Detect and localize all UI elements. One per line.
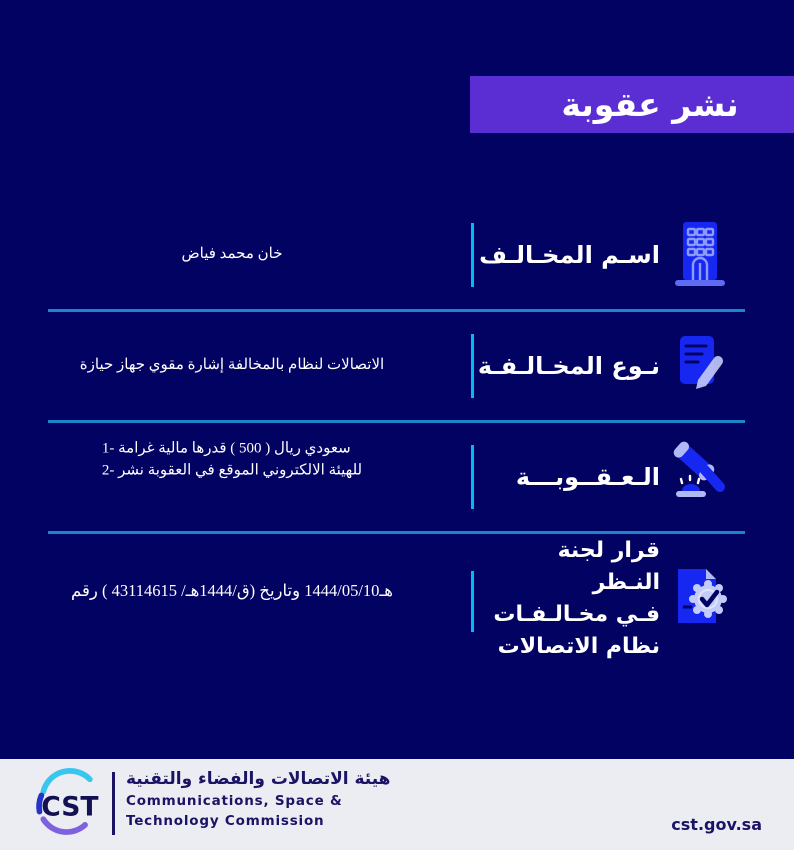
row-committee-decision bbox=[0, 540, 794, 658]
org-name-english: Communications, Space & Technology Commission bbox=[126, 793, 343, 829]
value-violation-type: حيازة جهاز مقوي إشارة بالمخالفة لنظام الاتصالات bbox=[79, 357, 385, 374]
row-violation-type bbox=[0, 316, 794, 416]
stamped-document-icon bbox=[668, 561, 732, 637]
row-divider bbox=[48, 309, 745, 312]
row-divider bbox=[48, 420, 745, 423]
org-name-block bbox=[126, 769, 390, 831]
banner-title: نشر عقوبة bbox=[561, 85, 739, 124]
value-penalty bbox=[20, 438, 444, 482]
cst-logo-text: CST bbox=[41, 791, 99, 823]
row-violator-name bbox=[0, 205, 794, 305]
penalty-line-1: 1- غرامة مالية قدرها ( 500 ) ريال سعودي bbox=[101, 440, 351, 457]
cyan-accent-line bbox=[471, 223, 474, 287]
row-divider bbox=[48, 531, 745, 534]
org-name-arabic: هيئة الاتصالات والفضاء والتقنية bbox=[126, 769, 391, 789]
gavel-icon bbox=[668, 439, 732, 515]
building-icon bbox=[668, 217, 732, 293]
banner-publish-penalty bbox=[470, 76, 794, 133]
footer bbox=[0, 759, 794, 850]
logo-separator bbox=[112, 772, 115, 835]
cst-logo bbox=[30, 766, 106, 846]
website-url: cst.gov.sa bbox=[671, 815, 762, 834]
cyan-accent-line bbox=[471, 571, 474, 632]
value-violator-name: فياض محمد خان bbox=[181, 246, 283, 263]
value-decision-number: رقم ( 43114615 /ق/1444هـ) وتاريخ 1444/05/10هـ bbox=[71, 580, 393, 600]
row-penalty bbox=[0, 427, 794, 527]
cyan-accent-line bbox=[471, 445, 474, 509]
penalty-line-2: 2- نشر العقوبة في الموقع الالكتروني للهيئة bbox=[101, 462, 363, 478]
label-violation-type: نـوع المخـالـفـة bbox=[477, 352, 660, 380]
cyan-accent-line bbox=[471, 334, 474, 398]
label-committee-decision: قرار لجنة النـظر فـي مخـالـفـات نظام الاتصالات bbox=[493, 538, 660, 659]
document-pen-icon bbox=[668, 328, 732, 404]
label-violator-name: اسـم المخـالـف bbox=[479, 241, 660, 269]
label-penalty: الـعـقــوبـــة bbox=[515, 463, 660, 491]
